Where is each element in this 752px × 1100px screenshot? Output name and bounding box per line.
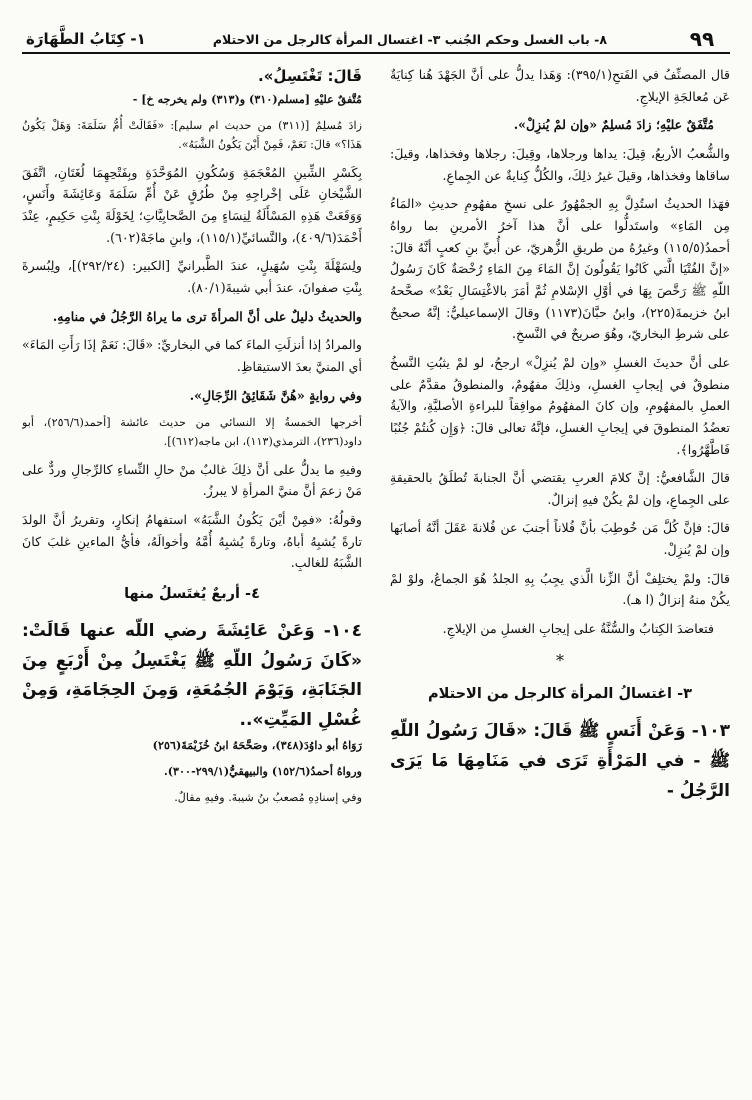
hadith-text: ١٠٣- وَعَنْ أَنَسٍ ﷺ قَالَ: «قَالَ رَسُولُ اللّهِ ﷺ - في المَرْأَةِ تَرَى في مَنَامِهَا مَا يَرَى الرَّجُلُ - xyxy=(390,721,730,801)
hadith-text: ١٠٤- وَعَنْ عَائِشَةَ رضي اللّه عنها قَالَتْ: «كَانَ رَسُولُ اللّهِ ﷺ يَغْتَسِلُ مِنْ أَرْبَعٍ مِنَ الجَنَابَةِ، وَيَوْمَ الجُمُعَةِ، وَمِنَ الحِجَامَةِ، وَمِنْ غُسْلِ المَيِّتِ».. xyxy=(22,620,362,731)
left-column xyxy=(22,64,362,1076)
paragraph: وقولُهُ: «فمِنْ أيْنَ يَكُونُ الشَّبَهُ» استفهامُ إنكارٍ، وتقريرُ أنَّ الولدَ تارةً يُشبِهُ أباهُ، وتارةً يُشبِهُ أُمَّهُ وأخوالَهُ، فأيُّ الماءينِ غلبَ كانَ الشَّبَهُ للغالبِ. xyxy=(22,512,362,571)
paragraph: قالَ: فإنَّ كُلَّ مَن خُوطِبَ بأنَّ فُلاناً أجنبَ عن فُلانةَ عَقَلَ أنَّهُ أصابَها وإن لمْ يُنزِلْ. xyxy=(390,520,730,558)
paragraph: قالَ الشَّافعيُّ: إنَّ كلامَ العربِ يقتضي أنَّ الجنابةَ تُطلَقُ بالحقيقةِ على الجِماعِ، وإن لمْ يكُنْ فيهِ إنزالٌ. xyxy=(390,470,730,507)
paragraph: قال المصنِّفُ في الفَتحِ(٣٩٥/١): وَهَذا يدلُّ على أنَّ الجَهْدَ هُنا كِنايَةٌ عَن مُعالجَةِ الإيلاجِ. xyxy=(390,67,730,104)
paragraph: مُتَّفقٌ عليْهِ [مسلم(٣١٠) و(٣١٣) ولم يخرجه خ] - xyxy=(132,91,362,106)
section-heading: ٤- أربعٌ يُغتَسلُ منها xyxy=(124,585,260,602)
paragraph: على أنَّ حديثَ الغسلِ «وإن لمْ يُنزِلْ» ارجحُ، لو لمْ يثبُتِ النَّسخُ منطوقٌ في إيجابِ الغسلِ، وذلِكَ مفهُومٌ، والمنطوقُ مقدَّمٌ على العملِ بالمفهُومِ، وإن كانَ المفهُومُ موافِقاً للبراءةِ الأصليَّةِ، والآيةُ تعضُدُ المنطوقَ في إيجابِ الغسلِ، فإنَّهُ تعالى قالَ: ﴿وَإِن كُنتُمْ جُنُبًا فَاطَّهَّرُوا﴾. xyxy=(390,354,730,457)
paragraph: بِكَسْرِ الشِّينِ المُعْجَمَةِ وَسُكُونِ المُوَحَّدَةِ وبِفَتْحِهِمَا لُغَتَانِ، اتَّفَقَ الشَّيْخانِ عَلَى إخْراجِهِ مِنْ طُرُقٍ عَنْ أُمِّ سَلَمَةَ وَعَائِشَةَ وأَنَسٍ، وَوَقَعَتْ هَذِهِ المَسْأَلَةُ لِنِسَاءٍ مِنَ الصَّحابِيَّاتِ؛ لِخَوْلَةَ بِنْتِ حَكِيمٍ، عِنْدَ أَحْمَدَ(٤٠٩/٦)، والنَّسائيِّ(١١٥/١)، وابنِ ماجَهْ(٦٠٢). xyxy=(22,164,362,245)
separator: * xyxy=(556,650,564,670)
paragraph: زادَ مُسلِمٌ [(٣١١) من حديث ام سليم]: «فَقَالَتْ أُمُّ سَلَمَةَ: وَهَلْ يَكُونُ هَذَا؟» قالَ: نَعَمْ، فَمِنْ أَيْنَ يَكُونُ الشَّبَهُ». xyxy=(22,119,362,152)
page-number: ٩٩ xyxy=(689,27,715,51)
paragraph: والمرادُ إذا أنزلَتِ الماءَ كما في البخاريِّ: «قَالَ: نَعَمْ إذَا رَأَتِ المَاءَ» أي المنيَّ بعدَ الاستيقاظِ. xyxy=(22,337,362,374)
paragraph: فهَذا الحديثُ استُدِلَّ بِهِ الجمْهُورُ على نسخِ مفهُومِ حديثِ «المَاءُ مِن المَاءِ» واستَدلُّوا على أنَّ هذا آخرُ الأمرينِ بما رواهُ أحمدُ(١١٥/٥) وغيرُهُ من طريقِ الزُّهريّ، عن أُبيِّ بنِ كعبٍ أنَّهُ قالَ: «إنَّ الفُتْيَا الَّتي كَانُوا يَقُولُونَ إنَّ المَاءَ مِنَ المَاءِ رُخْصَةٌ كَانَ رَسُولُ اللّهِ ﷺ رَخَّصَ بِهَا في أوَّلِ الإسْلامِ ثُمَّ أمَرَ بالاغْتِسَالِ بَعْدُ» صحَّحهُ ابنُ خزيمةَ(٢٢٥)، وابنُ حبَّانَ(١١٧٣) وقالَ الإسماعيليُّ: إنَّهُ صحيحٌ على شرطِ البخاريّ، وهُوَ صريحٌ في النَّسخِ. xyxy=(390,196,730,342)
paragraph: وفيهِ ما يدلُّ على أنَّ ذلِكَ غالبٌ منْ حالِ النِّساءِ كالرِّجالِ وردٌّ على مَنْ زعمَ أنَّ منيَّ المرأةِ لا يبرزُ. xyxy=(22,461,362,499)
text-columns xyxy=(22,64,730,1076)
citation: ورواهُ أحمدُ(١٥٢/٦) والبيهقيُّ(٢٩٩/١-٣٠٠). xyxy=(163,764,362,779)
paragraph: مُتَّفَقٌ عليْهِ؛ زادَ مُسلِمٌ «وإن لمْ يُنزِلْ». xyxy=(513,117,714,133)
paragraph: فتعاضدَ الكِتابُ والسُّنَّةُ على إيجابِ الغسلِ من الإيلاجِ. xyxy=(442,621,714,637)
section-heading: ٣- اغتسالُ المرأة كالرجل من الاحتلام xyxy=(428,686,692,703)
right-column xyxy=(390,64,730,1076)
paragraph: والشُّعبُ الأربعُ، قِيلَ: يداها ورجلاها، وقِيلَ: رجلاها وفخذاها، وقيلَ: ساقاها وفخذاها، وقيلَ غيرُ ذلِكَ، والكُلُّ كِنايةٌ عن الجِماعِ. xyxy=(390,145,730,183)
paragraph: ولِسَهْلَةَ بِنْتِ سُهَيلٍ، عندَ الطَّبرانيِّ [الكبير: (٢٩٢/٢٤)]، ولِبُسرةَ بِنْتِ صفوانَ، عندَ أبي شيبةَ(٨٠/١). xyxy=(22,258,362,295)
hadith-continuation: قَالَ: تَغْتَسِلُ». xyxy=(258,67,362,85)
citation: رَوَاهُ أبو داوُدَ(٣٤٨)، وصَحَّحَهُ ابنُ خُزَيْمَةَ(٢٥٦) xyxy=(152,737,362,752)
paragraph: أخرجها الخمسةُ إلا النسائي من حديث عائشة [أحمد(٢٥٦/٦)، أبو داود(٢٣٦)، الترمذي(١١٣)، ابن ماجه(٦١٢)]. xyxy=(22,416,362,449)
citation: وفي إسنادِهِ مُصعبُ بنُ شيبةَ. وفيهِ مقالٌ. xyxy=(174,791,362,805)
running-section-title: ٨- باب الغسل وحكم الجُنب ٣- اغتسال المرأة كالرجل من الاحتلام xyxy=(212,31,607,47)
paragraph: والحديثُ دليلٌ على أنَّ المرأةَ ترى ما يراهُ الرَّجُلُ في منامِهِ. xyxy=(52,308,362,324)
page-header xyxy=(22,26,730,54)
paragraph: قالَ: ولمْ يختلِفْ أنَّ الزِّنا الَّذي يجِبُ بِهِ الجلدُ هُوَ الجماعُ، ولوْ لمْ يكُنْ منهُ إنزالٌ (ا هـ). xyxy=(390,570,730,608)
book-page xyxy=(22,26,730,1076)
running-book-title: ١- كِتَابُ الطَّهَارَة xyxy=(26,30,146,48)
paragraph: وفي روايةٍ «هُنَّ شَقَائِقُ الرِّجَالِ». xyxy=(189,387,362,403)
